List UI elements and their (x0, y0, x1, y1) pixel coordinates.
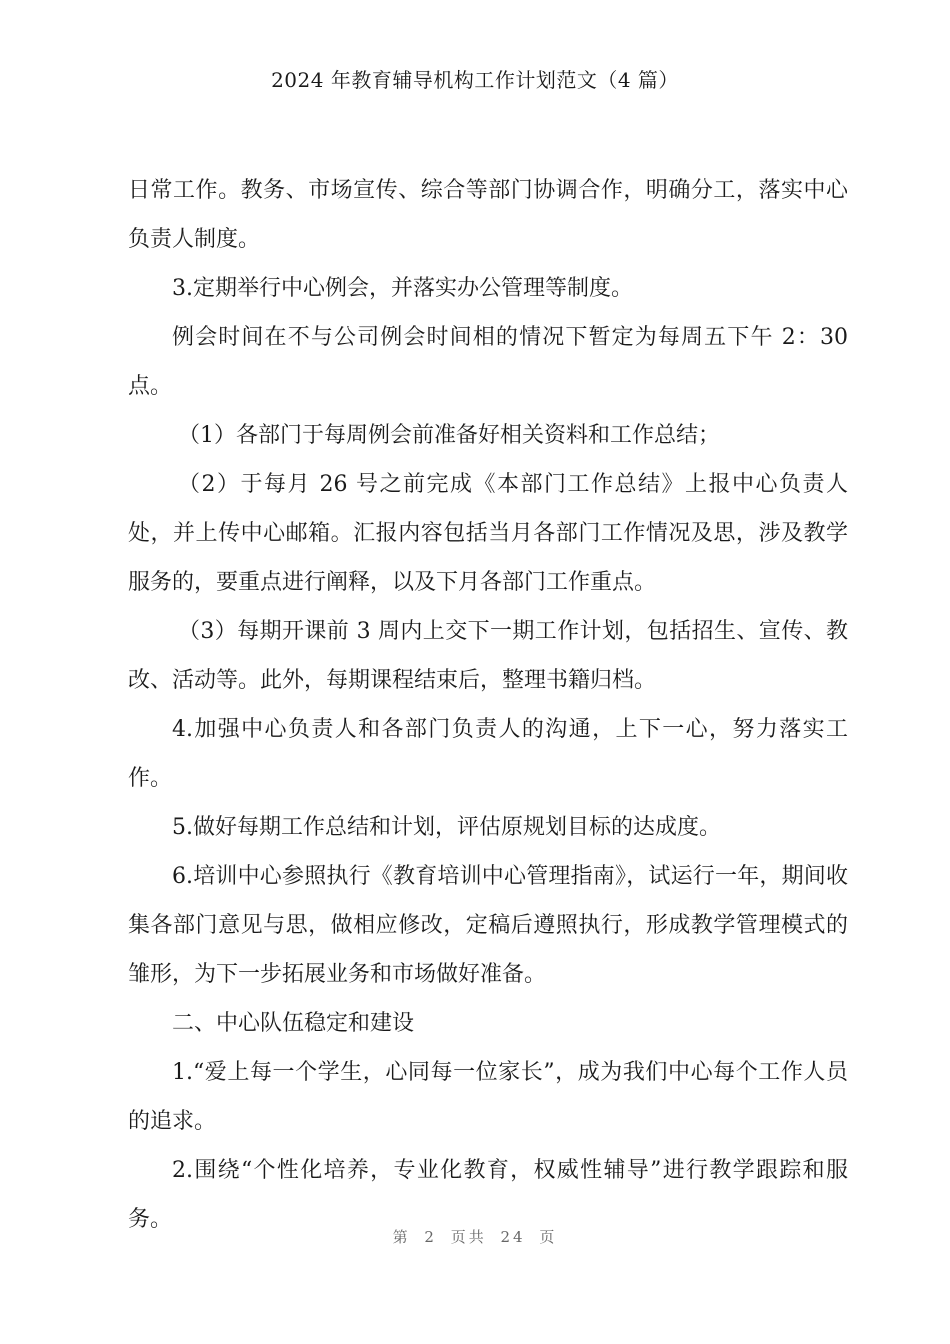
paragraph-item-5: 5.做好每期工作总结和计划，评估原规划目标的达成度。 (172, 815, 721, 840)
paragraph-team-2: 2.围绕“个性化培养，专业化教育，权威性辅导”进行教学跟踪和服务。 (128, 1158, 848, 1232)
paragraph-daily-work: 日常工作。教务、市场宣传、综合等部门协调合作，明确分工，落实中心负责人制度。 (128, 178, 848, 252)
paragraph-sub-1: （1）各部门于每周例会前准备好相关资料和工作总结； (178, 423, 720, 448)
page-number: 第 2 页共 24 页 (392, 1228, 558, 1246)
paragraph-sub-2: （2）于每月 26 号之前完成《本部门工作总结》上报中心负责人处，并上传中心邮箱。汇报内容包括当月各部门工作情况及思，涉及教学服务的，要重点进行阐释，以及下月各部门工作重点。 (128, 472, 848, 595)
page-title: 2024 年教育辅导机构工作计划范文（4 篇） (271, 68, 679, 92)
paragraph-team-1: 1.“爱上每一个学生，心同每一位家长”，成为我们中心每个工作人员的追求。 (128, 1060, 848, 1134)
paragraph-meeting-time: 例会时间在不与公司例会时间相的情况下暂定为每周五下午 2：30 点。 (128, 325, 848, 399)
paragraph-item-3: 3.定期举行中心例会，并落实办公管理等制度。 (172, 276, 633, 301)
section-heading-team: 二、中心队伍稳定和建设 (172, 1011, 415, 1036)
document-body (128, 166, 848, 1244)
paragraph-item-6: 6.培训中心参照执行《教育培训中心管理指南》，试运行一年，期间收集各部门意见与思，做相应修改，定稿后遵照执行，形成教学管理模式的雏形，为下一步拓展业务和市场做好准备。 (128, 864, 848, 987)
paragraph-sub-3: （3）每期开课前 3 周内上交下一期工作计划，包括招生、宣传、教改、活动等。此外，每期课程结束后，整理书籍归档。 (128, 619, 848, 693)
paragraph-item-4: 4.加强中心负责人和各部门负责人的沟通，上下一心，努力落实工作。 (128, 717, 848, 791)
